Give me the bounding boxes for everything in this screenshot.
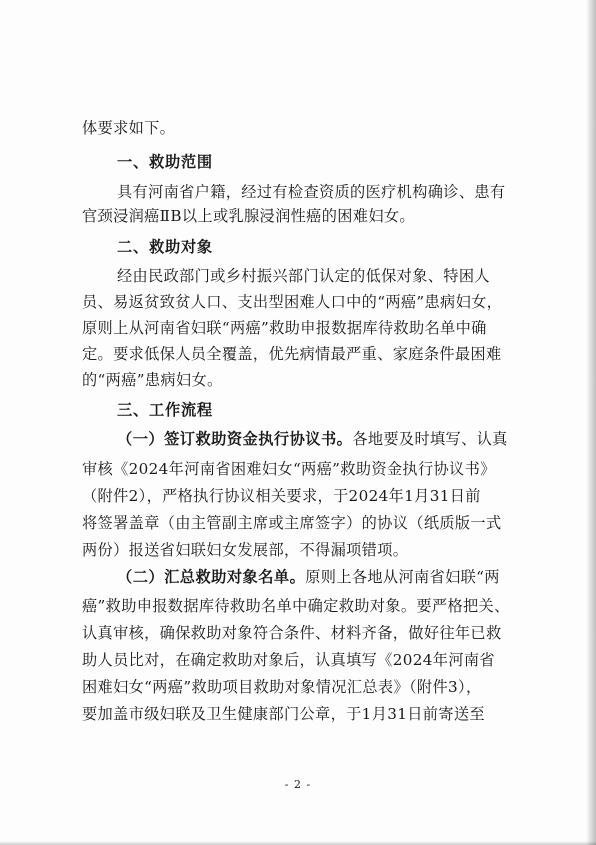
text-span: 各地要及时填写、认真 <box>352 430 508 448</box>
scan-edge-shadow <box>0 841 596 845</box>
text-line: 体要求如下。 <box>82 119 176 137</box>
text-line: 定。要求低保人员全覆盖，优先病情最严重、家庭条件最困难 <box>82 345 502 363</box>
text-line: 要加盖市级妇联及卫生健康部门公章，于1月31日前寄送至 <box>82 705 485 723</box>
text-line: （附件2），严格执行协议相关要求，于2024年1月31日前 <box>82 487 481 505</box>
section-heading-targets: 二、救助对象 <box>117 238 213 256</box>
subsection-line <box>117 567 500 587</box>
section-heading-workflow: 三、工作流程 <box>117 401 213 419</box>
text-line: 官颈浸润癌ⅡB以上或乳腺浸润性癌的困难妇女。 <box>82 207 415 225</box>
section-heading-scope: 一、救助范围 <box>117 153 213 171</box>
text-line: 将签署盖章（由主管副主席或主席签字）的协议（纸质版一式 <box>82 514 502 532</box>
subsection-line <box>117 429 508 449</box>
text-line: 经由民政部门或乡村振兴部门认定的低保对象、特困人 <box>117 267 490 285</box>
text-line: 员、易返贫致贫人口、支出型困难人口中的“两癌”患病妇女， <box>82 293 503 311</box>
text-line: 助人员比对，在确定救助对象后，认真填写《2024年河南省 <box>82 651 495 669</box>
text-line: 的“两癌”患病妇女。 <box>82 371 223 389</box>
text-line: 癌”救助申报数据库待救助名单中确定救助对象。要严格把关、 <box>82 597 510 615</box>
text-line: 原则上从河南省妇联“两癌”救助申报数据库待救助名单中确 <box>82 319 487 337</box>
text-line: 认真审核，确保救助对象符合条件、材料齐备，做好往年已救 <box>82 624 502 642</box>
text-line: 具有河南省户籍，经过有检查资质的医疗机构确诊、患有 <box>117 183 506 201</box>
page-number: - 2 - <box>284 778 312 791</box>
text-line: 困难妇女“两癌”救助项目救助对象情况汇总表》（附件3）， <box>82 678 482 696</box>
text-line: 两份）报送省妇联妇女发展部，不得漏项错项。 <box>82 541 409 559</box>
scan-edge-shadow <box>586 0 596 845</box>
subsection-title-list: （二）汇总救助对象名单。 <box>117 568 306 586</box>
text-span: 原则上各地从河南省妇联“两 <box>305 568 500 586</box>
subsection-title-agreement: （一）签订救助资金执行协议书。 <box>117 430 353 448</box>
text-line: 审核《2024年河南省困难妇女“两癌”救助资金执行协议书》 <box>82 460 496 478</box>
